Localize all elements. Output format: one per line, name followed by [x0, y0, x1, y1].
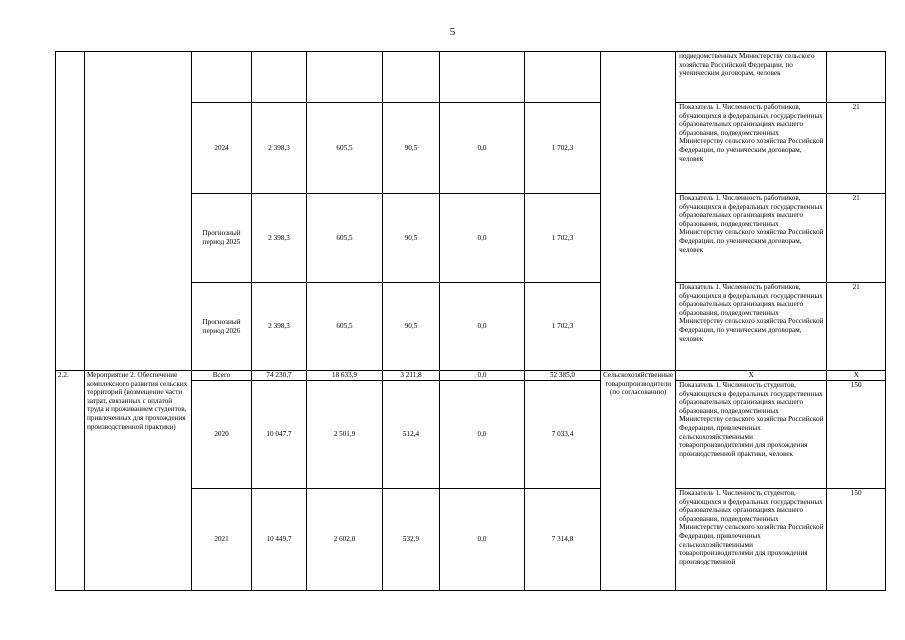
table-row	[56, 371, 886, 381]
period-cell: Прогнозный период 2026	[192, 283, 252, 371]
funding-cell: 0,0	[440, 194, 525, 283]
executor-cell: Сельскохозяйственные товаропроизводители (по согласованию)	[601, 371, 676, 591]
funding-cell: 0,0	[440, 103, 525, 194]
funding-cell: 18 633,9	[307, 371, 383, 381]
funding-cell: 0,0	[440, 489, 525, 591]
funding-cell: 532,9	[383, 489, 440, 591]
total-cell: 2 398,3	[252, 194, 307, 283]
measure-number: 2.2.	[56, 371, 85, 591]
page-number: 5	[449, 26, 456, 38]
funding-cell: 512,4	[383, 381, 440, 489]
indicator-cell: Показатель 1. Численность студентов, обучающихся в федеральных государственных образовательных организациях высшего образования, подведомственных Министерству сельского хозяйства Российской Федерации, привлеченных сельскохозяйственными товаропроизводителями для прохождения производственной практики, человек	[676, 381, 827, 489]
funding-cell: 7 033,4	[525, 381, 601, 489]
indicator-cell: Показатель 1. Численность работников, обучающихся в федеральных государственных образовательных организациях высшего образования, подведомственных Министерству сельского хозяйства Российской Федерации, по ученическим договорам, человек	[676, 194, 827, 283]
funding-cell: 0,0	[440, 371, 525, 381]
total-cell: 74 230,7	[252, 371, 307, 381]
total-cell: 2 398,3	[252, 283, 307, 371]
table-row	[56, 52, 886, 103]
funding-cell: 3 211,8	[383, 371, 440, 381]
indicator-value: X	[827, 371, 886, 381]
funding-cell: 1 702,3	[525, 103, 601, 194]
funding-cell: 605,5	[307, 103, 383, 194]
funding-cell: 52 385,0	[525, 371, 601, 381]
funding-cell: 0,0	[440, 381, 525, 489]
indicator-cell: Показатель 1. Численность работников, обучающихся в федеральных государственных образовательных организациях высшего образования, подведомственных Министерству сельского хозяйства Российской Федерации, по ученическим договорам, человек	[676, 103, 827, 194]
funding-cell: 7 314,8	[525, 489, 601, 591]
period-cell: 2024	[192, 103, 252, 194]
indicator-value: 21	[827, 194, 886, 283]
funding-cell: 90,5	[383, 194, 440, 283]
indicator-cell: Показатель 1. Численность студентов, обучающихся в федеральных государственных образовательных организациях высшего образования, подведомственных Министерству сельского хозяйства Российской Федерации, привлеченных сельскохозяйственными товаропроизводителями для прохождения производственной	[676, 489, 827, 591]
program-table	[55, 51, 886, 591]
indicator-value: 21	[827, 103, 886, 194]
indicator-cell: Показатель 1. Численность работников, обучающихся в федеральных государственных образовательных организациях высшего образования, подведомственных Министерству сельского хозяйства Российской Федерации, по ученическим договорам, человек	[676, 283, 827, 371]
funding-cell: 1 702,3	[525, 283, 601, 371]
total-cell: 2 398,3	[252, 103, 307, 194]
total-cell: 10 047,7	[252, 381, 307, 489]
funding-cell: 2 501,9	[307, 381, 383, 489]
funding-cell: 605,5	[307, 194, 383, 283]
period-cell: 2020	[192, 381, 252, 489]
funding-cell: 90,5	[383, 103, 440, 194]
measure-title: Мероприятие 2. Обеспечение комплексного развития сельских территорий (возмещение части затрат, связанных с оплатой труда и проживанием студентов, привлеченных для прохождения производственной практики)	[85, 371, 192, 591]
total-cell: 10 449,7	[252, 489, 307, 591]
funding-cell: 0,0	[440, 283, 525, 371]
indicator-cell: X	[676, 371, 827, 381]
indicator-value: 150	[827, 381, 886, 489]
period-cell: Прогнозный период 2025	[192, 194, 252, 283]
funding-cell: 1 702,3	[525, 194, 601, 283]
funding-cell: 2 602,0	[307, 489, 383, 591]
funding-cell: 605,5	[307, 283, 383, 371]
indicator-cell: подведомственных Министерству сельского хозяйства Российской Федерации, по ученическим договорам, человек	[676, 52, 827, 103]
indicator-value: 21	[827, 283, 886, 371]
period-cell: Всего	[192, 371, 252, 381]
funding-cell: 90,5	[383, 283, 440, 371]
period-cell: 2021	[192, 489, 252, 591]
indicator-value: 150	[827, 489, 886, 591]
